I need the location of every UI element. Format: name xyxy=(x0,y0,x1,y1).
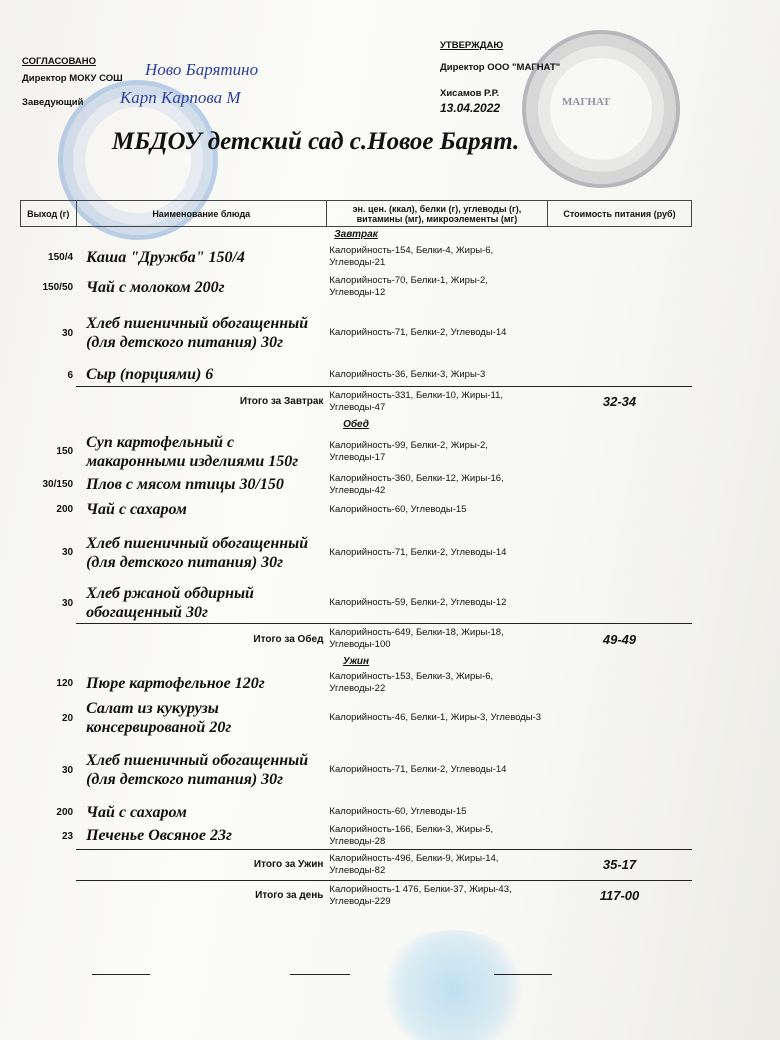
dish-cell: Салат из кукурузы консервированой 20г xyxy=(86,700,232,736)
output-cell: 150/50 xyxy=(42,281,74,293)
document-title: МБДОУ детский сад с.Новое Барят. xyxy=(112,128,520,155)
nutrition-cell: Калорийность-71, Белки-2, Углеводы-14 xyxy=(329,327,507,338)
dish-cell: Пюре картофельное 120г xyxy=(86,674,265,692)
table-row xyxy=(21,522,692,584)
cost-cell xyxy=(547,302,691,364)
approver-name: Хисамов Р.Р. xyxy=(440,88,500,99)
empty-cell xyxy=(21,386,77,417)
stamp-company-text: МАГНАТ xyxy=(562,96,611,108)
output-cell: 30 xyxy=(61,598,74,609)
cost-cell xyxy=(547,697,691,739)
director-school-label: Директор МОКУ СОШ xyxy=(22,73,123,84)
total-nutrition: Калорийность-496, Белки-9, Жиры-14, Углеводы-82 xyxy=(326,849,547,880)
output-cell: 120 xyxy=(56,677,74,689)
dish-cell: Хлеб пшеничный обогащенный (для детского питания) 30г xyxy=(86,534,309,571)
cost-cell xyxy=(547,739,691,801)
output-cell: 6 xyxy=(67,369,74,381)
empty-cell xyxy=(21,849,77,880)
nutrition-cell: Калорийность-60, Углеводы-15 xyxy=(329,806,467,817)
cost-cell xyxy=(547,823,691,849)
total-label: Итого за Завтрак xyxy=(76,386,326,417)
table-row xyxy=(21,364,692,386)
nutrition-cell: Калорийность-36, Белки-3, Жиры-3 xyxy=(329,368,486,380)
column-header-cost: Стоимость питания (руб) xyxy=(547,201,691,227)
empty-cell xyxy=(21,880,77,911)
approved-director-label: Директор ООО "МАГНАТ" xyxy=(440,62,561,73)
table-row xyxy=(21,272,692,302)
table-row xyxy=(21,584,692,624)
total-cost: 35-17 xyxy=(547,849,691,880)
table-row xyxy=(21,432,692,472)
dish-cell: Плов с мясом птицы 30/150 xyxy=(86,476,284,493)
table-row xyxy=(21,498,692,522)
nutrition-cell: Калорийность-153, Белки-3, Жиры-6, Углеводы-22 xyxy=(329,671,494,694)
signature-director: Ново Барятино xyxy=(145,60,259,79)
nutrition-cell: Калорийность-99, Белки-2, Жиры-2, Углеводы-17 xyxy=(329,439,488,463)
nutrition-cell: Калорийность-71, Белки-2, Углеводы-14 xyxy=(329,546,507,558)
cost-cell xyxy=(547,242,691,272)
menu-table xyxy=(20,200,692,911)
section-total-row xyxy=(21,624,692,655)
section-title-dinner: Ужин xyxy=(342,656,370,667)
nutrition-cell: Калорийность-70, Белки-1, Жиры-2, Углеводы-12 xyxy=(329,275,488,298)
table-row xyxy=(21,739,692,801)
dish-cell: Хлеб ржаной обдирный обогащенный 30г xyxy=(86,585,254,622)
dish-cell: Чай с молоком 200г xyxy=(86,278,225,296)
agreed-label: СОГЛАСОВАНО xyxy=(22,56,96,67)
nutrition-cell: Калорийность-71, Белки-2, Углеводы-14 xyxy=(329,764,507,775)
section-total-row xyxy=(21,849,692,880)
nutrition-cell: Калорийность-360, Белки-12, Жиры-16, Углеводы-42 xyxy=(329,472,504,496)
nutrition-cell: Калорийность-166, Белки-3, Жиры-5, Углеводы-28 xyxy=(329,823,494,847)
total-label: Итого за Ужин xyxy=(76,849,326,880)
total-cost: 32-34 xyxy=(547,386,691,417)
signature-line xyxy=(92,974,150,975)
cost-cell xyxy=(547,432,691,472)
output-cell: 30 xyxy=(61,327,74,339)
output-cell: 23 xyxy=(61,830,74,842)
empty-cell xyxy=(21,624,77,655)
nutrition-cell: Калорийность-46, Белки-1, Жиры-3, Углеводы-3 xyxy=(329,712,542,723)
dish-cell: Хлеб пшеничный обогащенный (для детского питания) 30г xyxy=(86,752,309,788)
column-header-output: Выход (г) xyxy=(21,201,77,227)
table-row xyxy=(21,242,692,272)
cost-cell xyxy=(547,801,691,823)
day-total-row xyxy=(21,880,692,911)
signature-line xyxy=(494,974,552,975)
total-cost: 49-49 xyxy=(547,624,691,655)
day-total-nutrition: Калорийность-1 476, Белки-37, Жиры-43, Углеводы-229 xyxy=(326,880,547,911)
cost-cell xyxy=(547,584,691,624)
signature-line xyxy=(290,974,350,975)
output-cell: 200 xyxy=(56,504,74,515)
round-stamp-bottom xyxy=(378,930,528,1040)
dish-cell: Чай с сахаром xyxy=(86,803,187,821)
nutrition-cell: Калорийность-59, Белки-2, Углеводы-12 xyxy=(329,597,507,609)
cost-cell xyxy=(547,522,691,584)
signature-head: Карп Карпова М xyxy=(120,88,241,107)
dish-cell: Сыр (порциями) 6 xyxy=(86,366,214,384)
output-cell: 30 xyxy=(61,764,74,776)
section-title-lunch: Обед xyxy=(343,418,369,430)
table-row xyxy=(21,697,692,739)
nutrition-cell: Калорийность-154, Белки-4, Жиры-6, Углеводы-21 xyxy=(329,245,494,268)
table-row xyxy=(21,801,692,823)
nutrition-cell: Калорийность-60, Углеводы-15 xyxy=(329,503,467,515)
table-row xyxy=(21,302,692,364)
output-cell: 30 xyxy=(61,547,74,558)
day-total-cost: 117-00 xyxy=(547,880,691,911)
dish-cell: Чай с сахаром xyxy=(86,501,187,518)
section-title-breakfast: Завтрак xyxy=(334,229,378,240)
table-row xyxy=(21,823,692,849)
table-row xyxy=(21,669,692,697)
total-label: Итого за Обед xyxy=(76,624,326,655)
section-total-row xyxy=(21,386,692,417)
output-cell: 150 xyxy=(56,446,74,457)
total-nutrition: Калорийность-331, Белки-10, Жиры-11, Углеводы-47 xyxy=(326,386,547,417)
dish-cell: Каша "Дружба" 150/4 xyxy=(86,248,245,266)
round-stamp-company xyxy=(522,30,680,188)
cost-cell xyxy=(547,472,691,498)
output-cell: 150/4 xyxy=(48,251,74,263)
column-header-nutrition: эн. цен. (ккал), белки (г), углеводы (г), витамины (мг), микроэлементы (мг) xyxy=(326,201,547,227)
dish-cell: Суп картофельный с макаронными изделиями 150г xyxy=(86,433,299,470)
cost-cell xyxy=(547,272,691,302)
output-cell: 200 xyxy=(56,806,74,818)
output-cell: 30/150 xyxy=(42,479,74,490)
cost-cell xyxy=(547,498,691,522)
column-header-dish: Наименование блюда xyxy=(76,201,326,227)
output-cell: 20 xyxy=(61,712,74,724)
head-label: Заведующий xyxy=(22,97,84,108)
approved-label: УТВЕРЖДАЮ xyxy=(440,40,504,51)
approval-date: 13.04.2022 xyxy=(440,101,501,115)
table-row xyxy=(21,472,692,498)
cost-cell xyxy=(547,364,691,386)
dish-cell: Печенье Овсяное 23г xyxy=(86,827,232,845)
day-total-label: Итого за день xyxy=(76,880,326,911)
total-nutrition: Калорийность-649, Белки-18, Жиры-18, Углеводы-100 xyxy=(326,624,547,655)
cost-cell xyxy=(547,669,691,697)
dish-cell: Хлеб пшеничный обогащенный (для детского питания) 30г xyxy=(86,315,309,351)
